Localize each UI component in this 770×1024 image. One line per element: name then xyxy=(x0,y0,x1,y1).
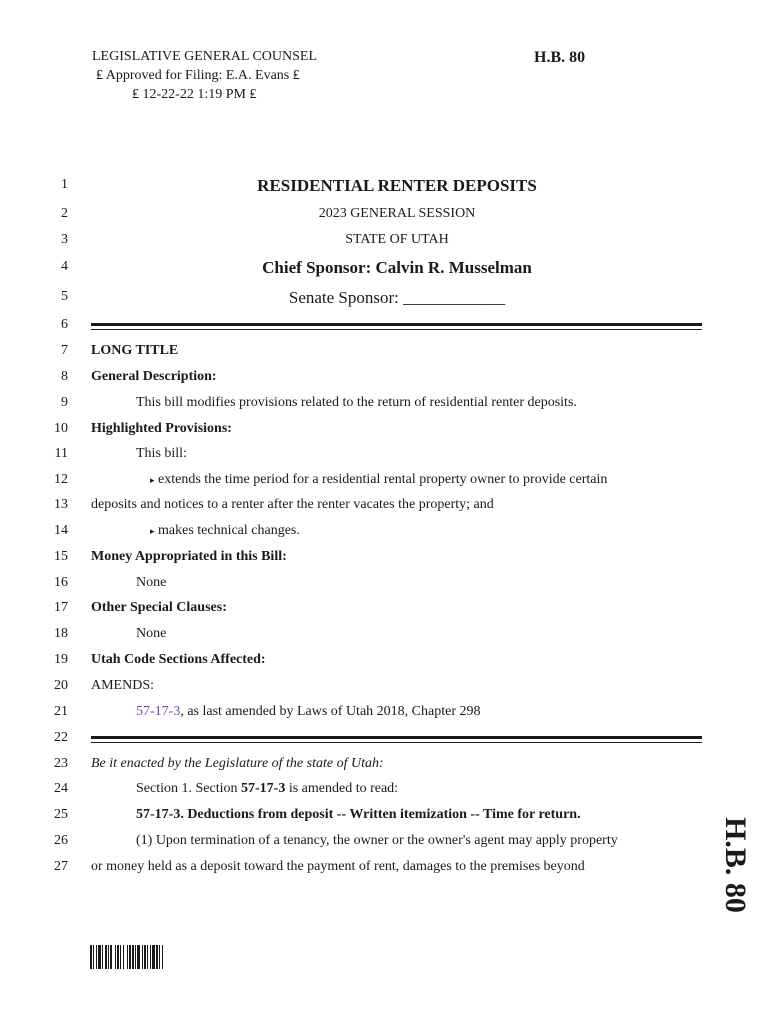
provision-item: extends the time period for a residential rental property owner to provide certain xyxy=(158,472,608,487)
line-number: 5 xyxy=(61,289,68,304)
amended-section-line xyxy=(136,704,480,720)
amends-label: AMENDS: xyxy=(91,678,155,693)
line-number: 6 xyxy=(61,317,68,332)
line-number: 9 xyxy=(61,395,68,410)
enacting-clause: Be it enacted by the Legislature of the state of Utah: xyxy=(91,756,384,771)
line-number: 7 xyxy=(61,343,68,358)
body-paragraph: (1) Upon termination of a tenancy, the owner or the owner's agent may apply property xyxy=(136,833,618,848)
line-number: 13 xyxy=(54,497,68,512)
line-number: 17 xyxy=(54,600,68,615)
line-number: 19 xyxy=(54,652,68,667)
line-number: 23 xyxy=(54,756,68,771)
line-number: 15 xyxy=(54,549,68,564)
money-appropriated-heading: Money Appropriated in this Bill: xyxy=(91,549,287,564)
line-number: 14 xyxy=(54,523,68,538)
bill-number-header: H.B. 80 xyxy=(534,49,586,66)
section-number: 57-17-3 xyxy=(241,781,286,796)
line-number: 22 xyxy=(54,730,68,745)
approved-for-filing-label: ₤ Approved for Filing: E.A. Evans ₤ xyxy=(96,68,300,83)
code-section-link[interactable]: 57-17-3 xyxy=(136,704,181,719)
line-number: 21 xyxy=(54,704,68,719)
line-number: 25 xyxy=(54,807,68,822)
bullet-icon: ▸ xyxy=(150,475,155,485)
chief-sponsor: Chief Sponsor: Calvin R. Musselman xyxy=(262,258,532,277)
line-number: 27 xyxy=(54,859,68,874)
section-amend-line xyxy=(136,781,398,797)
body-paragraph-continued: or money held as a deposit toward the payment of rent, damages to the premises beyond xyxy=(91,859,585,874)
provision-item: makes technical changes. xyxy=(158,523,300,538)
state-label: STATE OF UTAH xyxy=(345,232,449,247)
filing-timestamp: ₤ 12-22-22 1:19 PM ₤ xyxy=(132,87,257,102)
line-number: 12 xyxy=(54,472,68,487)
code-sections-heading: Utah Code Sections Affected: xyxy=(91,652,266,667)
bill-title: RESIDENTIAL RENTER DEPOSITS xyxy=(257,176,537,195)
section-label: Section 1. Section xyxy=(136,781,241,796)
line-number: 10 xyxy=(54,421,68,436)
legislative-counsel-label: LEGISLATIVE GENERAL COUNSEL xyxy=(92,49,318,64)
bullet-icon: ▸ xyxy=(150,526,155,536)
money-appropriated-value: None xyxy=(136,575,167,590)
double-rule-top-thin xyxy=(91,329,702,330)
double-rule-bottom-thin xyxy=(91,742,702,743)
amended-section-note: , as last amended by Laws of Utah 2018, Chapter 298 xyxy=(180,704,481,719)
line-number: 11 xyxy=(54,446,68,461)
special-clauses-value: None xyxy=(136,626,167,641)
special-clauses-heading: Other Special Clauses: xyxy=(91,600,227,615)
line-number: 18 xyxy=(54,626,68,641)
line-number: 16 xyxy=(54,575,68,590)
line-number: 26 xyxy=(54,833,68,848)
line-number: 2 xyxy=(61,206,68,221)
double-rule-bottom xyxy=(91,736,702,739)
session-label: 2023 GENERAL SESSION xyxy=(318,206,476,221)
side-bill-number: H.B. 80 xyxy=(719,817,752,913)
line-number: 4 xyxy=(61,259,68,274)
general-description-heading: General Description: xyxy=(91,369,217,384)
senate-sponsor: Senate Sponsor: ____________ xyxy=(288,288,506,307)
section-heading: 57-17-3. Deductions from deposit -- Written itemization -- Time for return. xyxy=(136,807,581,822)
section-amend-text: is amended to read: xyxy=(285,781,399,796)
line-number: 20 xyxy=(54,678,68,693)
line-number: 1 xyxy=(61,177,68,192)
this-bill-text: This bill: xyxy=(136,446,187,461)
general-description-text: This bill modifies provisions related to the return of residential renter deposits. xyxy=(136,395,577,410)
double-rule-top xyxy=(91,323,702,326)
highlighted-provisions-heading: Highlighted Provisions: xyxy=(91,421,232,436)
line-number: 8 xyxy=(61,369,68,384)
provision-item-continued: deposits and notices to a renter after the renter vacates the property; and xyxy=(91,497,494,512)
barcode-icon xyxy=(90,945,230,969)
line-number: 3 xyxy=(61,232,68,247)
long-title-heading: LONG TITLE xyxy=(91,343,179,358)
line-number: 24 xyxy=(54,781,68,796)
